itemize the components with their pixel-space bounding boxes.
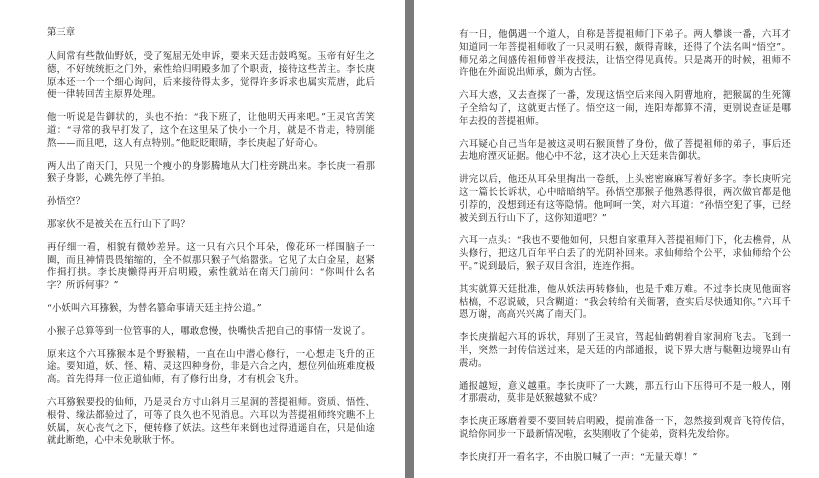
right-paragraph-1: 有一日，他偶遇一个道人，自称是菩提祖师门下弟子。两人攀谈一番，六耳才知道同一年菩提祖师收了一只灵明石猴，颇得青睐，还得了个法名叫“悟空”。师兄弟之间盛传祖师曾半夜授法，让悟空得见真传。只是离开的时候，祖师不许他在外面说出师承，颇为古怪。 bbox=[459, 29, 791, 79]
left-paragraph-2: 他一听说是告御状的，头也不抬：“我下班了，让他明天再来吧。”王灵官苦笑道：“寻常的我早打发了，这个在这里呆了快小一个月，就是不肯走，特别能熬——而且吧，这人有点特别。”他眨眨眼睛，李长庚起了好奇心。 bbox=[47, 112, 375, 149]
right-paragraph-5: 六耳一点头：“我也不要他如何，只想自家重拜入菩提祖师门下，化去樵骨，从头修行，把这几百年平白丢了的光阴补回来。求仙师给个公平，求仙师给个公平。”说到最后，猴子双目含泪，连连作揖。 bbox=[459, 235, 791, 272]
chapter-title: 第三章 bbox=[47, 27, 76, 38]
left-page bbox=[0, 0, 405, 478]
right-paragraph-2: 六耳大惑，又去查探了一番，发现这悟空后来闯入阴曹地府，把猴属的生死簿子全给勾了，这就更古怪了。悟空这一闹，连阳寿都算不清，更别说查证是哪年去投的菩提祖师。 bbox=[459, 90, 791, 127]
right-paragraph-7: 李长庚揣起六耳的诉状，拜别了王灵官，驾起仙鹤朝着自家洞府飞去。飞到一半，突然一封传信送过来，是天廷的内部通报，说下界大唐与鞑靼边境界山有震动。 bbox=[459, 332, 791, 369]
left-paragraph-8: 小猴子总算等到一位管事的人，哪敢怠慢，快嘴快舌把自己的事情一发说了。 bbox=[47, 325, 371, 337]
page-divider bbox=[405, 0, 414, 478]
left-paragraph-7: “小妖叫六耳猕猴，为替名篡命事请天廷主持公道。” bbox=[47, 302, 262, 314]
right-paragraph-3: 六耳疑心自己当年是被这灵明石猴顶替了身份，做了菩提祖师的弟子，事后还去地府湮灭证据。他心中不忿，这才决心上天廷来告御状。 bbox=[459, 138, 791, 163]
right-paragraph-4: 讲完以后，他还从耳朵里掏出一卷纸，上头密密麻麻写着好多字。李长庚听完这一篇长长诉状，心中暗暗纳罕。孙悟空那猴子他熟悉得很，两次做官都是他引荐的，没想到还有这等隐情。他呵呵一笑，对六耳道：“孙悟空犯了事，已经被关到五行山下了，这你知道吧？” bbox=[459, 174, 791, 224]
right-paragraph-9: 李长庚正琢磨着要不要回转启明殿，提前准备一下，忽然接到观音飞符传信，说给你同步一下最新情况啦，玄奘刚收了个徒弟，资料先发给你。 bbox=[459, 416, 791, 440]
left-paragraph-9: 原来这个六耳猕猴本是个野猴精，一直在山中潜心修行，一心想走飞升的正途。要知道，妖、怪、精、灵这四种身份，非是六合之内，想位列仙班难度极高。首先得拜一位正道仙师，有了修行出身，才有机会飞升。 bbox=[47, 348, 375, 386]
right-paragraph-10: 李长庚打开一看名字，不由脱口喊了一声：“无量天尊！” bbox=[459, 451, 698, 463]
left-paragraph-1: 人间常有些散仙野妖，受了冤屈无处申诉，要来天廷击鼓鸣冤。玉帝有好生之德，不好统统拒之门外，索性给归明殿多加了个职责，接待这些苦主。李长庚原本还一个一个细心询问，后来接待得太多，觉得许多诉求也属实荒唐，此后便一律转回苦主原界处理。 bbox=[47, 51, 375, 101]
left-paragraph-4: 孙悟空？ bbox=[47, 196, 86, 208]
right-paragraph-8: 通报越短，意义越重。李长庚吓了一大跳，那五行山下压得可不是一般人，刚才那震动，莫非是妖猴越狱不成？ bbox=[459, 380, 791, 405]
left-paragraph-3: 两人出了南天门，只见一个瘦小的身影腾地从大门柱旁跳出来。李长庚一看那猴子身影，心跳先停了半拍。 bbox=[47, 160, 375, 185]
left-paragraph-10: 六耳猕猴要投的仙师，乃是灵台方寸山斜月三星洞的菩提祖师。资质、悟性、根骨、缘法都验过了，可等了良久也不见消息。六耳以为菩提祖师终究瞧不上妖属，灰心丧气之下，便转修了妖法。这些年来倒也过得逍遥自在，只是仙途就此断绝，心中未免耿耿于怀。 bbox=[47, 396, 375, 447]
left-paragraph-5: 那家伙不是被关在五行山下了吗？ bbox=[47, 218, 190, 230]
right-page bbox=[414, 0, 819, 478]
right-paragraph-6: 其实就算天廷批准，他从妖法再转修仙，也是千难万难。不过李长庚见他面容枯槁，不忍说破，只含糊道：“我会转给有关衙署，查实后尽快通知你。”六耳千恩万谢，高高兴兴离了南天门。 bbox=[459, 283, 791, 321]
left-paragraph-6: 再仔细一看，相貌有微妙差异。这一只有六只个耳朵，像花环一样围脑子一圈，而且神情畏畏缩缩的，全不似那只猴子气焰嚣张。它见了太白金星，赵紧作揖打拱。李长庚懒得再开启明殿，索性就站在南天门前问：“你叫什么名字？所诉何事？” bbox=[47, 241, 375, 292]
